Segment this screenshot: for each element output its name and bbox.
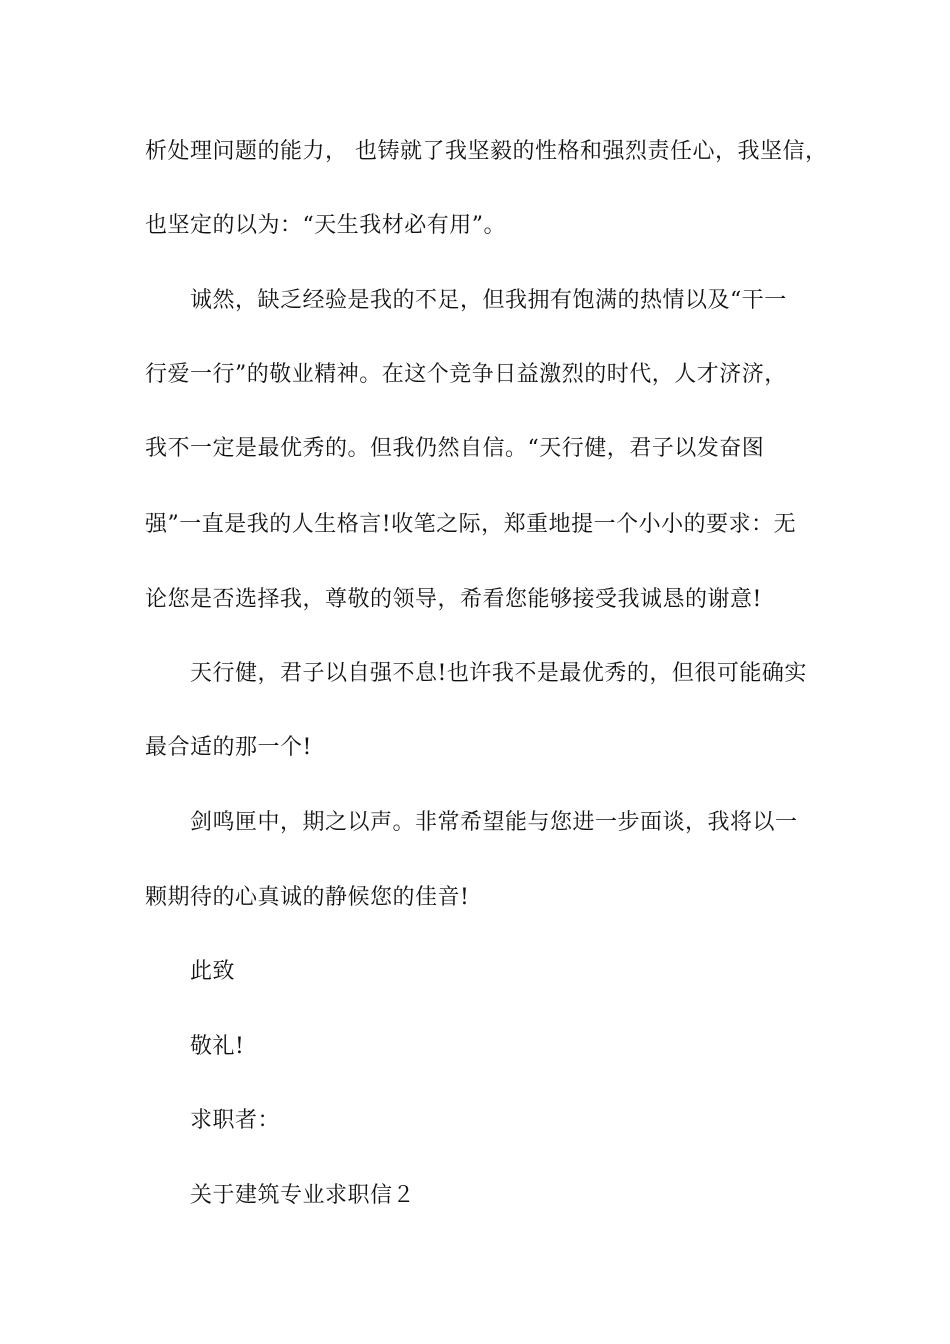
closing-salutation: 此致 — [190, 959, 236, 984]
text-line-3: 诚然，缺乏经验是我的不足，但我拥有饱满的热情以及“干一 — [190, 288, 787, 313]
text-line-5: 我不一定是最优秀的。但我仍然自信。“天行健，君子以发奋图 — [145, 436, 765, 461]
closing-regards: 敬礼! — [190, 1034, 245, 1059]
text-line-2: 也坚定的以为：“天生我材必有用”。 — [145, 213, 506, 238]
text-line-6: 强”一直是我的人生格言!收笔之际，郑重地提一个小小的要求：无 — [145, 512, 797, 537]
text-line-1: 析处理问题的能力， 也铸就了我坚毅的性格和强烈责任心，我坚信， — [145, 139, 828, 164]
section-heading: 关于建筑专业求职信２ — [190, 1183, 416, 1208]
text-line-11: 颗期待的心真诚的静候您的佳音! — [145, 885, 470, 910]
text-line-7: 论您是否选择我，尊敬的领导，希看您能够接受我诚恳的谢意! — [145, 587, 762, 612]
text-line-10: 剑鸣匣中，期之以声。非常希望能与您进一步面谈，我将以一 — [190, 810, 798, 835]
text-line-8: 天行健，君子以自强不息!也许我不是最优秀的，但很可能确实 — [190, 661, 807, 686]
text-line-4: 行爱一行”的敬业精神。在这个竞争日益激烈的时代，人才济济， — [145, 362, 787, 387]
text-line-9: 最合适的那一个! — [145, 735, 312, 760]
applicant-label: 求职者： — [190, 1108, 281, 1133]
